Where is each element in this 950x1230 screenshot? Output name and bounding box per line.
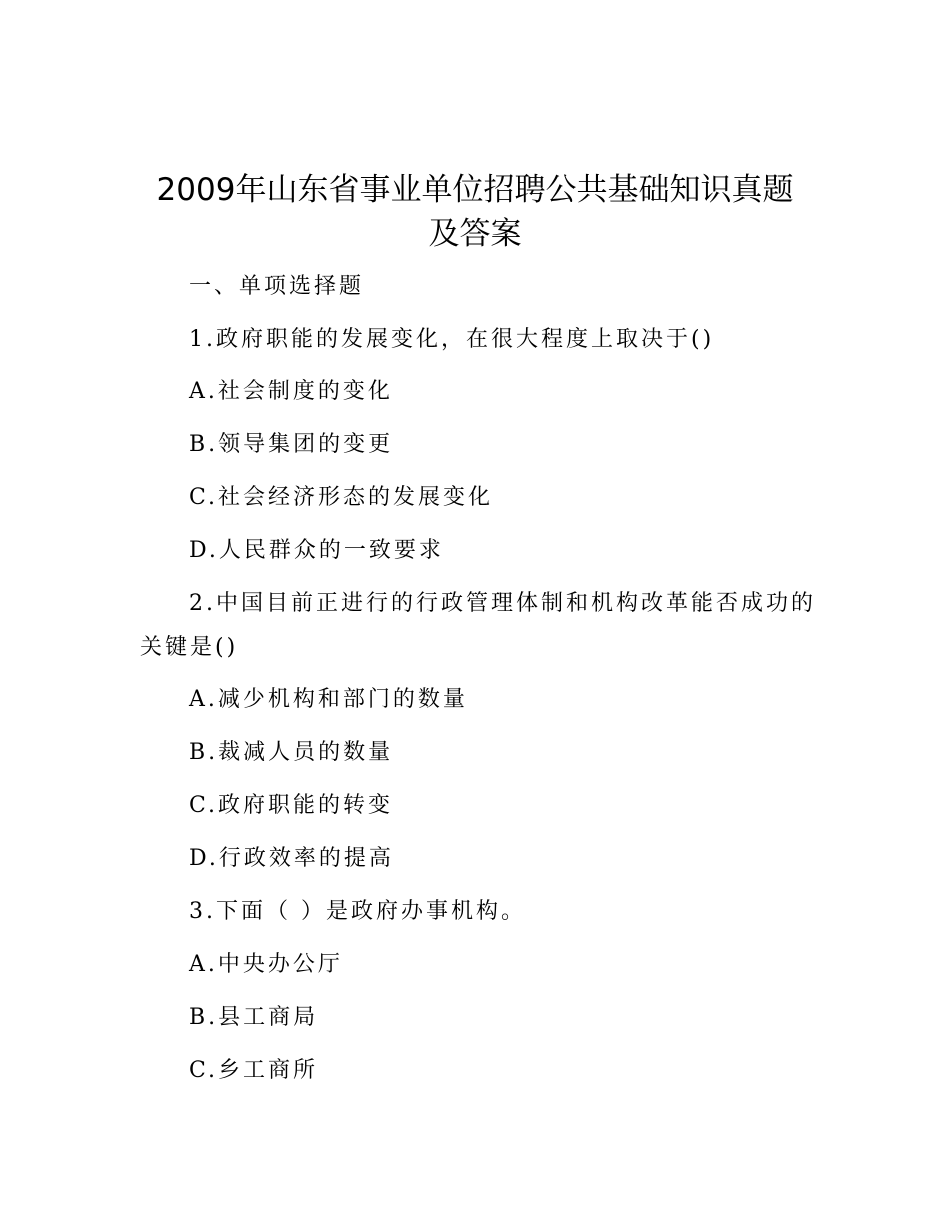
question-3-option-b: B.县工商局: [189, 1005, 319, 1030]
question-3-option-c: C.乡工商所: [189, 1058, 319, 1083]
document-title-line-2: 及答案: [428, 216, 522, 252]
question-2-stem-line-2: 关键是(): [140, 635, 239, 660]
question-2-stem-line-1: 2.中国目前正进行的行政管理体制和机构改革能否成功的: [189, 591, 816, 616]
question-2-option-d: D.行政效率的提高: [189, 846, 394, 871]
section-heading: 一、单项选择题: [189, 274, 365, 299]
question-2-option-b: B.裁减人员的数量: [189, 740, 394, 765]
document-title-line-1: 2009年山东省事业单位招聘公共基础知识真题: [156, 172, 794, 208]
question-1-option-c: C.社会经济形态的发展变化: [189, 485, 494, 510]
question-3-option-a: A.中央办公厅: [189, 952, 343, 977]
question-1-option-d: D.人民群众的一致要求: [189, 538, 444, 563]
question-1-option-a: A.社会制度的变化: [189, 379, 393, 404]
question-1-option-b: B.领导集团的变更: [189, 432, 394, 457]
question-1-stem: 1.政府职能的发展变化，在很大程度上取决于(): [189, 327, 715, 352]
question-2-option-c: C.政府职能的转变: [189, 793, 394, 818]
question-3-stem: 3.下面（ ）是政府办事机构。: [189, 899, 526, 924]
question-2-option-a: A.减少机构和部门的数量: [189, 687, 468, 712]
